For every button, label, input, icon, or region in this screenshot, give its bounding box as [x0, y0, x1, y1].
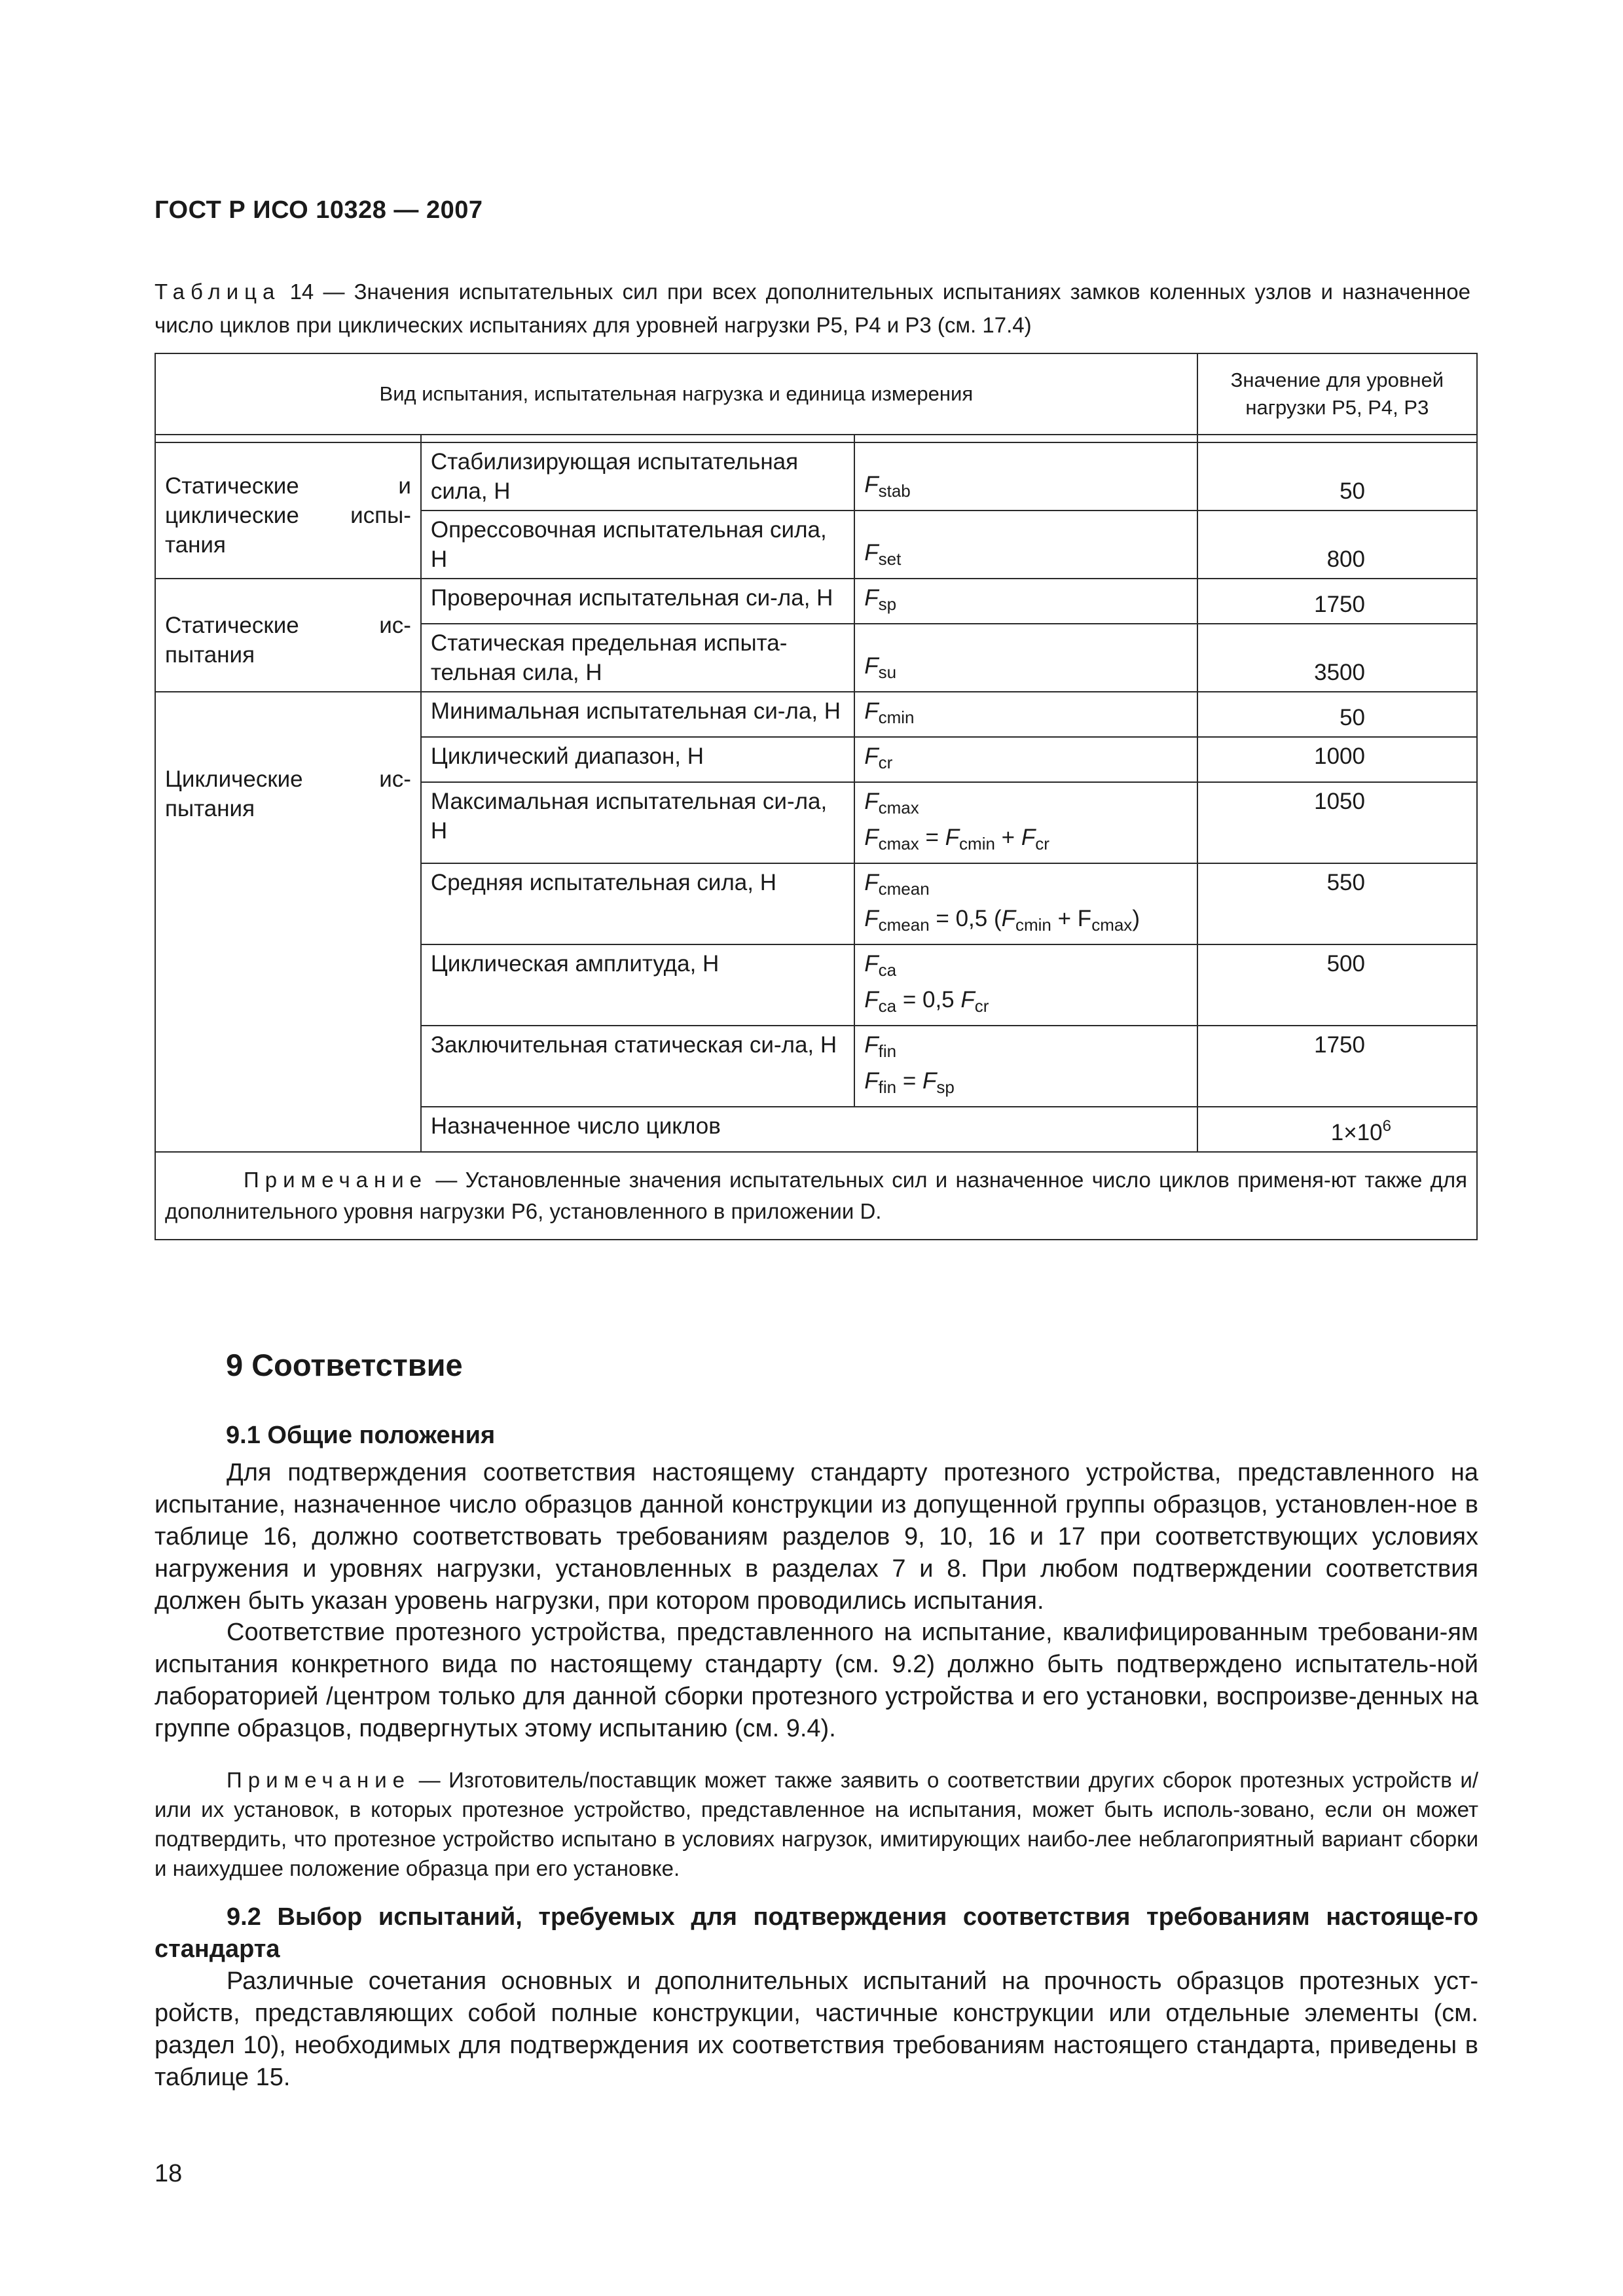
- cycles-value: $1\times 10^6$: [1197, 1107, 1477, 1152]
- subsection-9-1-title: 9.1 Общие положения: [226, 1422, 496, 1449]
- row-name: Проверочная испытательная си-ла, Н: [421, 579, 854, 624]
- formula-f-fin: $F_{fin} = F_{sp}$: [864, 1068, 955, 1097]
- table-header-value: Значение для уровней нагрузки P5, P4, P3: [1197, 353, 1477, 435]
- row-value: 550: [1197, 863, 1477, 944]
- subsection-9-2-title: 9.2 Выбор испытаний, требуемых для подтверждения соответствия требованиям настояще-го стандарта: [155, 1903, 1478, 1963]
- row-value: 1050: [1197, 782, 1477, 863]
- row-symbol: $F_{fin}$ $F_{fin} = F_{sp}$: [854, 1026, 1197, 1107]
- table-note: Примечание — Установленные значения испытательных сил и назначенное число циклов применя-ют также для дополнительного уровня нагрузки P6, установленного в приложении D.: [155, 1152, 1477, 1240]
- row-name: Средняя испытательная сила, Н: [421, 863, 854, 944]
- paragraph-2: Соответствие протезного устройства, представленного на испытание, квалифицированным требовани-ям испытания конкретного вида по настоящему стандарту (см. 9.2) должно быть подтверждено испытатель-ной лабораторией /центром только для данной сборки протезного устройства и его установки, воспроизве-денных на группе образцов, подвергнутых этому испытанию (см. 9.4).: [155, 1619, 1478, 1742]
- row-value: 500: [1197, 944, 1477, 1026]
- formula-f-cmax: $F_{cmax} = F_{cmin} + F_{cr}$: [864, 825, 1049, 853]
- row-symbol: $F_{su}$: [854, 624, 1197, 692]
- row-symbol: $F_{cmax}$ $F_{cmax} = F_{cmin} + F_{cr}$: [854, 782, 1197, 863]
- page-number: 18: [155, 2160, 183, 2187]
- row-value: 3500: [1197, 624, 1477, 692]
- row-value: 800: [1197, 511, 1477, 579]
- row-name: Циклический диапазон, Н: [421, 737, 854, 782]
- document-header: ГОСТ Р ИСО 10328 — 2007: [155, 196, 483, 224]
- row-value: 1000: [1197, 737, 1477, 782]
- table-header-test-type: Вид испытания, испытательная нагрузка и единица измерения: [155, 353, 1197, 435]
- row-symbol: $F_{sp}$: [854, 579, 1197, 624]
- table-caption: [155, 275, 1470, 342]
- row-name: Заключительная статическая си-ла, Н: [421, 1026, 854, 1107]
- row-name: Минимальная испытательная си-ла, Н: [421, 692, 854, 737]
- row-value: 1750: [1197, 579, 1477, 624]
- row-name: Статическая предельная испыта-тельная сила, Н: [421, 624, 854, 692]
- row-name: Опрессовочная испытательная сила, Н: [421, 511, 854, 579]
- row-symbol: $F_{cr}$: [854, 737, 1197, 782]
- row-name: Максимальная испытательная си-ла, Н: [421, 782, 854, 863]
- row-name: Стабилизирующая испытательная сила, Н: [421, 442, 854, 511]
- group-static-cyclic: Статические и циклические испы-тания: [155, 442, 421, 579]
- formula-f-ca: $F_{ca} = 0,5$ $F_{cr}$: [864, 987, 989, 1016]
- table-row: [155, 579, 1477, 624]
- section-title: 9 Соответствие: [226, 1348, 463, 1382]
- section-note: Примечание — Изготовитель/поставщик может также заявить о соответствии других сборок протезных устройств и/или их установок, в которых протезное устройство, представленное на испытания, может быть исполь-зовано, если он может подтвердить, что протезное устройство испытано в условиях нагрузок, имитирующих наибо-лее неблагоприятный вариант сборки и наихудшее положение образца при его установке.: [155, 1768, 1478, 1880]
- row-name: Циклическая амплитуда, Н: [421, 944, 854, 1026]
- table-header-row: [155, 353, 1477, 435]
- row-value: 50: [1197, 442, 1477, 511]
- table-14: [155, 353, 1478, 1240]
- row-symbol: $F_{cmean}$ $F_{cmean} = 0,5$ $(F_{cmin} + F_{cmax})$: [854, 863, 1197, 944]
- group-static: Статические ис-пытания: [155, 579, 421, 692]
- table-caption-label: Таблица: [155, 279, 281, 304]
- table-spacer-row: [155, 435, 1477, 442]
- paragraph-1: Для подтверждения соответствия настоящему стандарту протезного устройства, представленного на испытание, назначенное число образцов данной конструкции из допущенной группы образцов, установлен-ное в таблице 16, должно соответствовать требованиям разделов 9, 10, 16 и 17 при соответствующих условиях нагружения и уровнях нагрузки, установленных в разделах 7 и 8. При любом подтверждении соответствия должен быть указан уровень нагрузки, при котором проводились испытания.: [155, 1459, 1478, 1615]
- cycles-label: Назначенное число циклов: [421, 1107, 1197, 1152]
- row-symbol: $F_{ca}$ $F_{ca} = 0,5$ $F_{cr}$: [854, 944, 1197, 1026]
- row-symbol: $F_{set}$: [854, 511, 1197, 579]
- row-value: 50: [1197, 692, 1477, 737]
- table-note-row: [155, 1152, 1477, 1240]
- formula-f-cmean: $F_{cmean} = 0,5$ $(F_{cmin} + F_{cmax})$: [864, 906, 1140, 935]
- row-value: 1750: [1197, 1026, 1477, 1107]
- paragraph-3: Различные сочетания основных и дополнительных испытаний на прочность образцов протезных уст-ройств, представляющих собой полные конструкции, частичные конструкции или отдельные элементы (см. раздел 10), необходимых для подтверждения их соответствия требованиям настоящего стандарта, приведены в таблице 15.: [155, 1967, 1478, 2091]
- row-symbol: $F_{stab}$: [854, 442, 1197, 511]
- table-row: [155, 442, 1477, 511]
- row-symbol: $F_{cmin}$: [854, 692, 1197, 737]
- table-caption-text: 14 — Значения испытательных сил при всех дополнительных испытаниях замков коленных узлов и назначенное число циклов при циклических испытаниях для уровней нагрузки P5, P4 и P3 (см. 17.4): [155, 279, 1470, 337]
- group-cyclic: Циклические ис-пытания: [155, 692, 421, 1152]
- table-row: [155, 692, 1477, 737]
